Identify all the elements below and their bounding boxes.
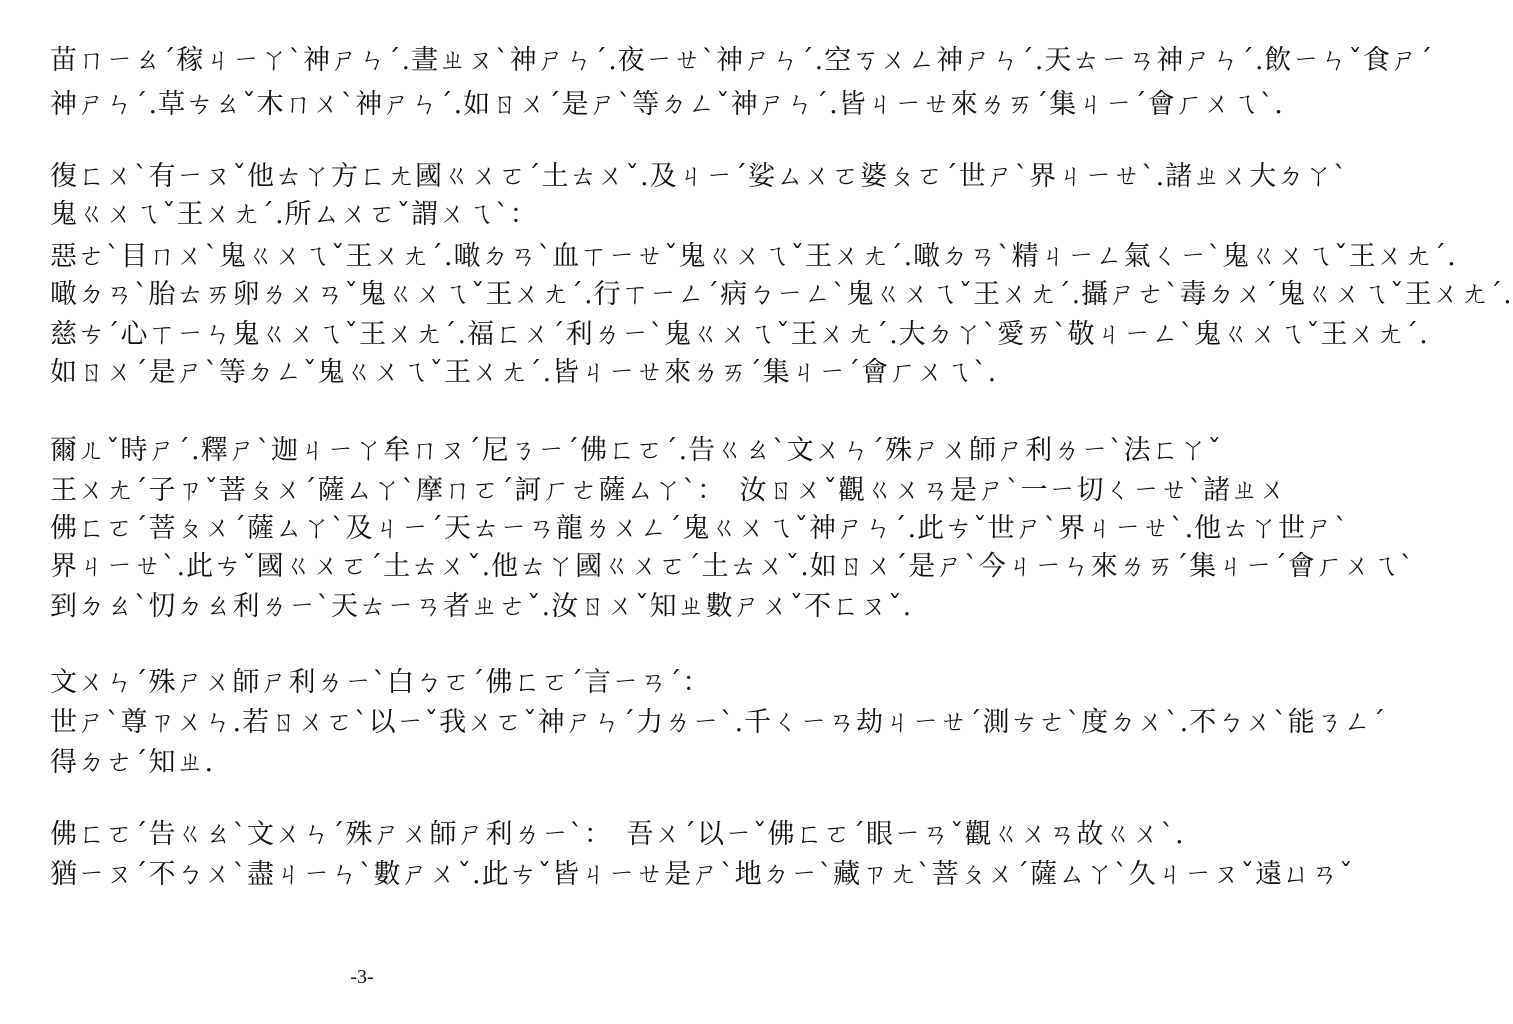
text-line: 噉ㄉㄢˋ胎ㄊㄞ卵ㄌㄨㄢˇ鬼ㄍㄨㄟˇ王ㄨㄤˊ.行ㄒㄧㄥˊ病ㄅㄧㄥˋ鬼ㄍㄨㄟˇ王ㄨㄤˊ.攝ㄕㄜˋ毒ㄉㄨˊ鬼ㄍㄨㄟˇ王ㄨㄤˊ. <box>50 279 1513 310</box>
text-line: 鬼ㄍㄨㄟˇ王ㄨㄤˊ.所ㄙㄨㄛˇ謂ㄨㄟˋ： <box>50 199 538 230</box>
page-number: -3- <box>350 966 374 988</box>
text-line: 如ㄖㄨˊ是ㄕˋ等ㄉㄥˇ鬼ㄍㄨㄟˇ王ㄨㄤˊ.皆ㄐㄧㄝ來ㄌㄞˊ集ㄐㄧˊ會ㄏㄨㄟˋ. <box>50 357 998 388</box>
text-line: 慈ㄘˊ心ㄒㄧㄣ鬼ㄍㄨㄟˇ王ㄨㄤˊ.福ㄈㄨˊ利ㄌㄧˋ鬼ㄍㄨㄟˇ王ㄨㄤˊ.大ㄉㄚˋ愛ㄞˋ敬ㄐㄧㄥˋ鬼ㄍㄨㄟˇ王ㄨㄤˊ. <box>50 319 1429 350</box>
text-line: 神ㄕㄣˊ.草ㄘㄠˇ木ㄇㄨˋ神ㄕㄣˊ.如ㄖㄨˊ是ㄕˋ等ㄉㄥˇ神ㄕㄣˊ.皆ㄐㄧㄝ來ㄌㄞˊ集ㄐㄧˊ會ㄏㄨㄟˋ. <box>50 89 1284 120</box>
text-line: 佛ㄈㄛˊ菩ㄆㄨˊ薩ㄙㄚˋ及ㄐㄧˊ天ㄊㄧㄢ龍ㄌㄨㄥˊ鬼ㄍㄨㄟˇ神ㄕㄣˊ.此ㄘˇ世ㄕˋ界ㄐㄧㄝˋ.他ㄊㄚ世ㄕˋ <box>50 513 1349 544</box>
text-line: 界ㄐㄧㄝˋ.此ㄘˇ國ㄍㄨㄛˊ土ㄊㄨˇ.他ㄊㄚ國ㄍㄨㄛˊ土ㄊㄨˇ.如ㄖㄨˊ是ㄕˋ今ㄐㄧㄣ來ㄌㄞˊ集ㄐㄧˊ會ㄏㄨㄟˋ <box>50 551 1415 582</box>
text-line: 爾ㄦˇ時ㄕˊ.釋ㄕˋ迦ㄐㄧㄚ牟ㄇㄡˊ尼ㄋㄧˊ佛ㄈㄛˊ.告ㄍㄠˋ文ㄨㄣˊ殊ㄕㄨ師ㄕ利ㄌㄧˋ法ㄈㄚˇ <box>50 435 1223 466</box>
text-line: 到ㄉㄠˋ忉ㄉㄠ利ㄌㄧˋ天ㄊㄧㄢ者ㄓㄜˇ.汝ㄖㄨˇ知ㄓ數ㄕㄨˇ不ㄈㄡˇ. <box>50 591 913 622</box>
text-line: 得ㄉㄜˊ知ㄓ. <box>50 747 215 778</box>
text-line: 文ㄨㄣˊ殊ㄕㄨ師ㄕ利ㄌㄧˋ白ㄅㄛˊ佛ㄈㄛˊ言ㄧㄢˊ： <box>50 667 711 698</box>
text-line: 苗ㄇㄧㄠˊ稼ㄐㄧㄚˋ神ㄕㄣˊ.晝ㄓㄡˋ神ㄕㄣˊ.夜ㄧㄝˋ神ㄕㄣˊ.空ㄎㄨㄥ神ㄕㄣˊ.天ㄊㄧㄢ神ㄕㄣˊ.飲ㄧㄣˇ食ㄕˊ <box>50 45 1434 76</box>
text-line: 世ㄕˋ尊ㄗㄨㄣ.若ㄖㄨㄛˋ以ㄧˇ我ㄨㄛˇ神ㄕㄣˊ力ㄌㄧˋ.千ㄑㄧㄢ劫ㄐㄧㄝˊ測ㄘㄜˋ度ㄉㄨˋ.不ㄅㄨˋ能ㄋㄥˊ <box>50 707 1387 738</box>
text-line: 惡ㄜˋ目ㄇㄨˋ鬼ㄍㄨㄟˇ王ㄨㄤˊ.噉ㄉㄢˋ血ㄒㄧㄝˇ鬼ㄍㄨㄟˇ王ㄨㄤˊ.噉ㄉㄢˋ精ㄐㄧㄥ氣ㄑㄧˋ鬼ㄍㄨㄟˇ王ㄨㄤˊ. <box>50 241 1457 272</box>
text-line: 王ㄨㄤˊ子ㄗˇ菩ㄆㄨˊ薩ㄙㄚˋ摩ㄇㄛˊ訶ㄏㄜ薩ㄙㄚˋ： 汝ㄖㄨˇ觀ㄍㄨㄢ是ㄕˋ一ㄧ切ㄑㄧㄝˋ諸ㄓㄨ <box>50 475 1287 506</box>
text-line: 猶ㄧㄡˊ不ㄅㄨˋ盡ㄐㄧㄣˋ數ㄕㄨˇ.此ㄘˇ皆ㄐㄧㄝ是ㄕˋ地ㄉㄧˋ藏ㄗㄤˋ菩ㄆㄨˊ薩ㄙㄚˋ久ㄐㄧㄡˇ遠ㄩㄢˇ <box>50 859 1354 890</box>
text-line: 佛ㄈㄛˊ告ㄍㄠˋ文ㄨㄣˊ殊ㄕㄨ師ㄕ利ㄌㄧˋ： 吾ㄨˊ以ㄧˇ佛ㄈㄛˊ眼ㄧㄢˇ觀ㄍㄨㄢ故ㄍㄨˋ. <box>50 819 1185 850</box>
text-line: 復ㄈㄨˋ有ㄧㄡˇ他ㄊㄚ方ㄈㄤ國ㄍㄨㄛˊ土ㄊㄨˇ.及ㄐㄧˊ娑ㄙㄨㄛ婆ㄆㄛˊ世ㄕˋ界ㄐㄧㄝˋ.諸ㄓㄨ大ㄉㄚˋ <box>50 161 1348 192</box>
